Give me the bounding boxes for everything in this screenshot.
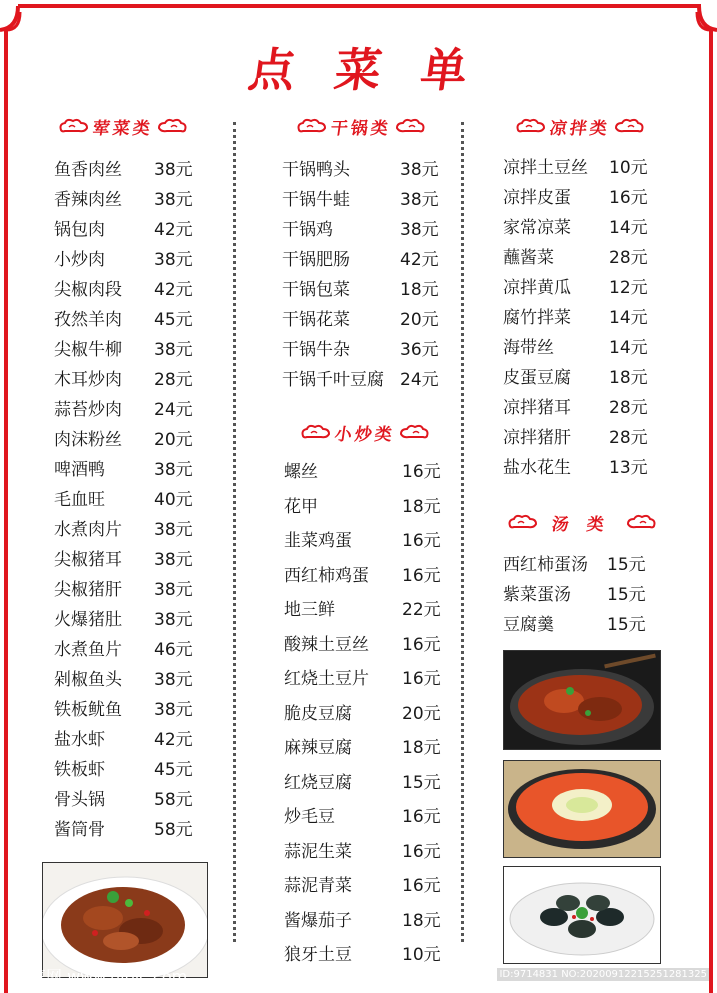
food-photo-century-egg bbox=[503, 866, 661, 964]
menu-item bbox=[284, 766, 454, 801]
dish-name: 酱爆茄子 bbox=[284, 910, 352, 931]
dish-price: 38元 bbox=[154, 460, 193, 480]
menu-item bbox=[282, 155, 452, 185]
dish-price: 40元 bbox=[154, 490, 193, 510]
dish-price: 38元 bbox=[154, 700, 193, 720]
category-header-drypot bbox=[286, 114, 436, 138]
cloud-ornament-icon bbox=[297, 118, 327, 134]
dish-name: 干锅牛蛙 bbox=[282, 190, 350, 210]
dish-name: 炒毛豆 bbox=[284, 807, 335, 827]
cloud-ornament-icon bbox=[508, 514, 538, 530]
dish-price: 20元 bbox=[400, 310, 439, 330]
menu-item bbox=[503, 423, 663, 453]
dish-price: 15元 bbox=[607, 585, 646, 605]
dish-name: 韭菜鸡蛋 bbox=[284, 531, 352, 551]
dish-price: 42元 bbox=[400, 250, 439, 270]
food-photo-stirfried-meat bbox=[42, 862, 208, 978]
dish-price: 16元 bbox=[402, 462, 441, 482]
dish-price: 16元 bbox=[402, 669, 441, 689]
menu-item bbox=[284, 593, 454, 628]
menu-item bbox=[282, 245, 452, 275]
dish-name: 盐水花生 bbox=[503, 458, 571, 478]
dish-price: 16元 bbox=[402, 807, 441, 827]
dish-price: 18元 bbox=[609, 368, 648, 388]
menu-item bbox=[54, 755, 214, 785]
dish-name: 凉拌土豆丝 bbox=[503, 158, 588, 178]
menu-item bbox=[284, 559, 454, 594]
category-label: 小炒类 bbox=[333, 424, 397, 445]
dish-name: 剁椒鱼头 bbox=[54, 670, 122, 690]
menu-item bbox=[284, 835, 454, 870]
dish-price: 18元 bbox=[400, 280, 439, 300]
menu-item bbox=[284, 731, 454, 766]
dish-price: 42元 bbox=[154, 220, 193, 240]
menu-item bbox=[54, 545, 214, 575]
menu-item bbox=[54, 575, 214, 605]
category-label: 荤菜类 bbox=[91, 118, 155, 139]
menu-item bbox=[54, 665, 214, 695]
dish-name: 铁板虾 bbox=[54, 760, 105, 780]
dish-price: 28元 bbox=[609, 428, 648, 448]
dish-price: 24元 bbox=[154, 400, 193, 420]
menu-item bbox=[284, 628, 454, 663]
menu-item bbox=[503, 610, 663, 640]
dish-name: 家常凉菜 bbox=[503, 218, 571, 238]
dish-price: 12元 bbox=[609, 278, 648, 298]
menu-item bbox=[503, 453, 663, 483]
dish-name: 蘸酱菜 bbox=[503, 248, 554, 268]
dish-price: 42元 bbox=[154, 730, 193, 750]
menu-item bbox=[54, 785, 214, 815]
dish-name: 蒜泥青菜 bbox=[284, 876, 352, 896]
dish-name: 红烧豆腐 bbox=[284, 772, 352, 793]
dish-price: 38元 bbox=[154, 190, 193, 210]
category-label: 汤类 bbox=[550, 514, 624, 535]
dish-name: 地三鲜 bbox=[284, 600, 335, 620]
dish-price: 42元 bbox=[154, 280, 193, 300]
dish-name: 西红柿鸡蛋 bbox=[284, 565, 369, 586]
dish-price: 45元 bbox=[154, 310, 193, 330]
menu-item bbox=[284, 938, 454, 973]
cloud-ornament-icon bbox=[59, 118, 89, 134]
dish-price: 38元 bbox=[154, 340, 193, 360]
cloud-ornament-icon bbox=[157, 118, 187, 134]
dish-name: 尖椒猪耳 bbox=[54, 550, 122, 570]
dish-price: 38元 bbox=[154, 610, 193, 630]
menu-item bbox=[282, 185, 452, 215]
dish-price: 58元 bbox=[154, 820, 193, 840]
menu-item bbox=[54, 635, 214, 665]
dish-price: 15元 bbox=[607, 555, 646, 575]
dish-name: 酸辣土豆丝 bbox=[284, 634, 369, 655]
food-photo-shrimp bbox=[503, 760, 661, 858]
dish-name: 豆腐羹 bbox=[503, 615, 554, 635]
dish-name: 鱼香肉丝 bbox=[54, 160, 122, 180]
category-label: 干锅类 bbox=[329, 118, 393, 139]
menu-item bbox=[54, 305, 214, 335]
menu-item bbox=[503, 393, 663, 423]
dish-price: 38元 bbox=[154, 580, 193, 600]
category-header-stirfry bbox=[290, 420, 440, 444]
dish-price: 16元 bbox=[609, 188, 648, 208]
dish-name: 锅包肉 bbox=[54, 220, 105, 240]
cloud-ornament-icon bbox=[614, 118, 644, 134]
menu-item bbox=[54, 215, 214, 245]
dish-name: 尖椒猪肝 bbox=[54, 580, 122, 600]
dish-name: 肉沫粉丝 bbox=[54, 430, 122, 450]
dish-name: 红烧土豆片 bbox=[284, 669, 369, 689]
dish-name: 尖椒肉段 bbox=[54, 280, 122, 300]
menu-item bbox=[503, 213, 663, 243]
menu-item bbox=[282, 275, 452, 305]
dish-name: 干锅鸭头 bbox=[282, 160, 350, 180]
menu-item bbox=[282, 365, 452, 395]
menu-item bbox=[284, 904, 454, 939]
dish-name: 麻辣豆腐 bbox=[284, 738, 352, 758]
dish-price: 15元 bbox=[402, 772, 441, 793]
dish-name: 孜然羊肉 bbox=[54, 310, 122, 330]
menu-item bbox=[284, 697, 454, 732]
dish-name: 海带丝 bbox=[503, 338, 554, 358]
menu-item bbox=[54, 365, 214, 395]
dish-name: 毛血旺 bbox=[54, 490, 105, 510]
dish-name: 凉拌黄瓜 bbox=[503, 278, 571, 298]
dish-price: 13元 bbox=[609, 458, 648, 478]
menu-item bbox=[503, 580, 663, 610]
dish-price: 16元 bbox=[402, 841, 441, 862]
category-header-soup bbox=[507, 510, 657, 534]
menu-item bbox=[503, 243, 663, 273]
column-divider bbox=[461, 122, 464, 942]
menu-item bbox=[54, 335, 214, 365]
cloud-ornament-icon bbox=[626, 514, 656, 530]
dish-name: 西红柿蛋汤 bbox=[503, 555, 588, 575]
dish-price: 18元 bbox=[402, 910, 441, 931]
dish-price: 15元 bbox=[607, 615, 646, 635]
dish-name: 干锅花菜 bbox=[282, 310, 350, 330]
dish-name: 螺丝 bbox=[284, 462, 318, 482]
category-label: 凉拌类 bbox=[548, 118, 612, 139]
dish-name: 水煮肉片 bbox=[54, 520, 122, 540]
dish-price: 20元 bbox=[154, 430, 193, 450]
dish-name: 啤酒鸭 bbox=[54, 460, 105, 480]
dish-name: 铁板鱿鱼 bbox=[54, 700, 122, 720]
menu-list-stirfry bbox=[284, 455, 454, 973]
dish-name: 皮蛋豆腐 bbox=[503, 368, 571, 388]
menu-item bbox=[503, 153, 663, 183]
dish-name: 盐水虾 bbox=[54, 730, 105, 750]
menu-item bbox=[54, 725, 214, 755]
dish-price: 58元 bbox=[154, 790, 193, 810]
dish-name: 水煮鱼片 bbox=[54, 640, 122, 660]
menu-item bbox=[284, 800, 454, 835]
dish-price: 38元 bbox=[154, 520, 193, 540]
dish-name: 干锅牛杂 bbox=[282, 340, 350, 360]
menu-item bbox=[54, 275, 214, 305]
dish-name: 紫菜蛋汤 bbox=[503, 585, 571, 605]
menu-item bbox=[54, 605, 214, 635]
dish-price: 22元 bbox=[402, 600, 441, 620]
dish-price: 38元 bbox=[400, 220, 439, 240]
menu-item bbox=[54, 485, 214, 515]
cloud-ornament-icon bbox=[516, 118, 546, 134]
dish-name: 酱筒骨 bbox=[54, 820, 105, 840]
menu-title: 点菜单 bbox=[245, 43, 511, 97]
dish-price: 18元 bbox=[402, 738, 441, 758]
menu-item bbox=[54, 245, 214, 275]
menu-item bbox=[54, 815, 214, 845]
dish-price: 16元 bbox=[402, 531, 441, 551]
dish-price: 38元 bbox=[400, 160, 439, 180]
dish-name: 狼牙土豆 bbox=[284, 945, 352, 965]
menu-item bbox=[503, 273, 663, 303]
dish-price: 14元 bbox=[609, 218, 648, 238]
dish-price: 16元 bbox=[402, 565, 441, 586]
dish-price: 38元 bbox=[154, 160, 193, 180]
food-photo-drypot bbox=[503, 650, 661, 750]
menu-item bbox=[54, 425, 214, 455]
menu-list-soup bbox=[503, 550, 663, 640]
cloud-ornament-icon bbox=[399, 424, 429, 440]
dish-price: 24元 bbox=[400, 370, 439, 390]
menu-item bbox=[54, 185, 214, 215]
dish-price: 38元 bbox=[154, 250, 193, 270]
dish-name: 腐竹拌菜 bbox=[503, 308, 571, 328]
dish-name: 干锅包菜 bbox=[282, 280, 350, 300]
category-header-meat bbox=[48, 114, 198, 138]
dish-price: 20元 bbox=[402, 703, 441, 724]
dish-name: 凉拌皮蛋 bbox=[503, 188, 571, 208]
watermark: 昵享网 www.nipic.com bbox=[14, 967, 188, 986]
dish-price: 38元 bbox=[154, 670, 193, 690]
dish-name: 脆皮豆腐 bbox=[284, 703, 352, 724]
dish-price: 36元 bbox=[400, 340, 439, 360]
dish-price: 18元 bbox=[402, 496, 441, 517]
dish-name: 蒜苔炒肉 bbox=[54, 400, 122, 420]
dish-price: 10元 bbox=[402, 945, 441, 965]
dish-name: 凉拌猪肝 bbox=[503, 428, 571, 448]
menu-item bbox=[282, 305, 452, 335]
dish-price: 28元 bbox=[609, 248, 648, 268]
dish-price: 28元 bbox=[609, 398, 648, 418]
menu-item bbox=[503, 333, 663, 363]
column-divider bbox=[233, 122, 236, 942]
dish-name: 骨头锅 bbox=[54, 790, 105, 810]
dish-price: 28元 bbox=[154, 370, 193, 390]
menu-item bbox=[282, 215, 452, 245]
menu-list-meat bbox=[54, 155, 214, 845]
dish-price: 10元 bbox=[609, 158, 648, 178]
menu-item bbox=[503, 303, 663, 333]
dish-price: 14元 bbox=[609, 308, 648, 328]
menu-list-cold bbox=[503, 153, 663, 483]
dish-price: 45元 bbox=[154, 760, 193, 780]
menu-list-drypot bbox=[282, 155, 452, 395]
dish-name: 干锅肥肠 bbox=[282, 250, 350, 270]
cloud-ornament-icon bbox=[301, 424, 331, 440]
dish-price: 46元 bbox=[154, 640, 193, 660]
menu-item bbox=[503, 183, 663, 213]
menu-item bbox=[54, 455, 214, 485]
menu-item bbox=[284, 662, 454, 697]
image-id-label: ID:9714831 NO:20200912215251281325 bbox=[499, 969, 707, 980]
dish-name: 火爆猪肚 bbox=[54, 610, 122, 630]
dish-name: 香辣肉丝 bbox=[54, 190, 122, 210]
menu-item bbox=[503, 363, 663, 393]
dish-name: 木耳炒肉 bbox=[54, 370, 122, 390]
menu-item bbox=[503, 550, 663, 580]
dish-price: 38元 bbox=[400, 190, 439, 210]
dish-name: 凉拌猪耳 bbox=[503, 398, 571, 418]
category-header-cold bbox=[505, 114, 655, 138]
menu-item bbox=[282, 335, 452, 365]
cloud-ornament-icon bbox=[395, 118, 425, 134]
dish-name: 花甲 bbox=[284, 496, 318, 517]
dish-name: 干锅鸡 bbox=[282, 220, 333, 240]
dish-price: 16元 bbox=[402, 876, 441, 896]
dish-price: 16元 bbox=[402, 634, 441, 655]
dish-name: 蒜泥生菜 bbox=[284, 841, 352, 862]
menu-item bbox=[284, 455, 454, 490]
dish-name: 尖椒牛柳 bbox=[54, 340, 122, 360]
menu-item bbox=[54, 515, 214, 545]
menu-item bbox=[284, 490, 454, 525]
dish-name: 干锅千叶豆腐 bbox=[282, 370, 384, 390]
dish-name: 小炒肉 bbox=[54, 250, 105, 270]
menu-item bbox=[54, 695, 214, 725]
dish-price: 14元 bbox=[609, 338, 648, 358]
menu-item bbox=[54, 395, 214, 425]
dish-price: 38元 bbox=[154, 550, 193, 570]
menu-item bbox=[284, 869, 454, 904]
menu-item bbox=[54, 155, 214, 185]
menu-item bbox=[284, 524, 454, 559]
